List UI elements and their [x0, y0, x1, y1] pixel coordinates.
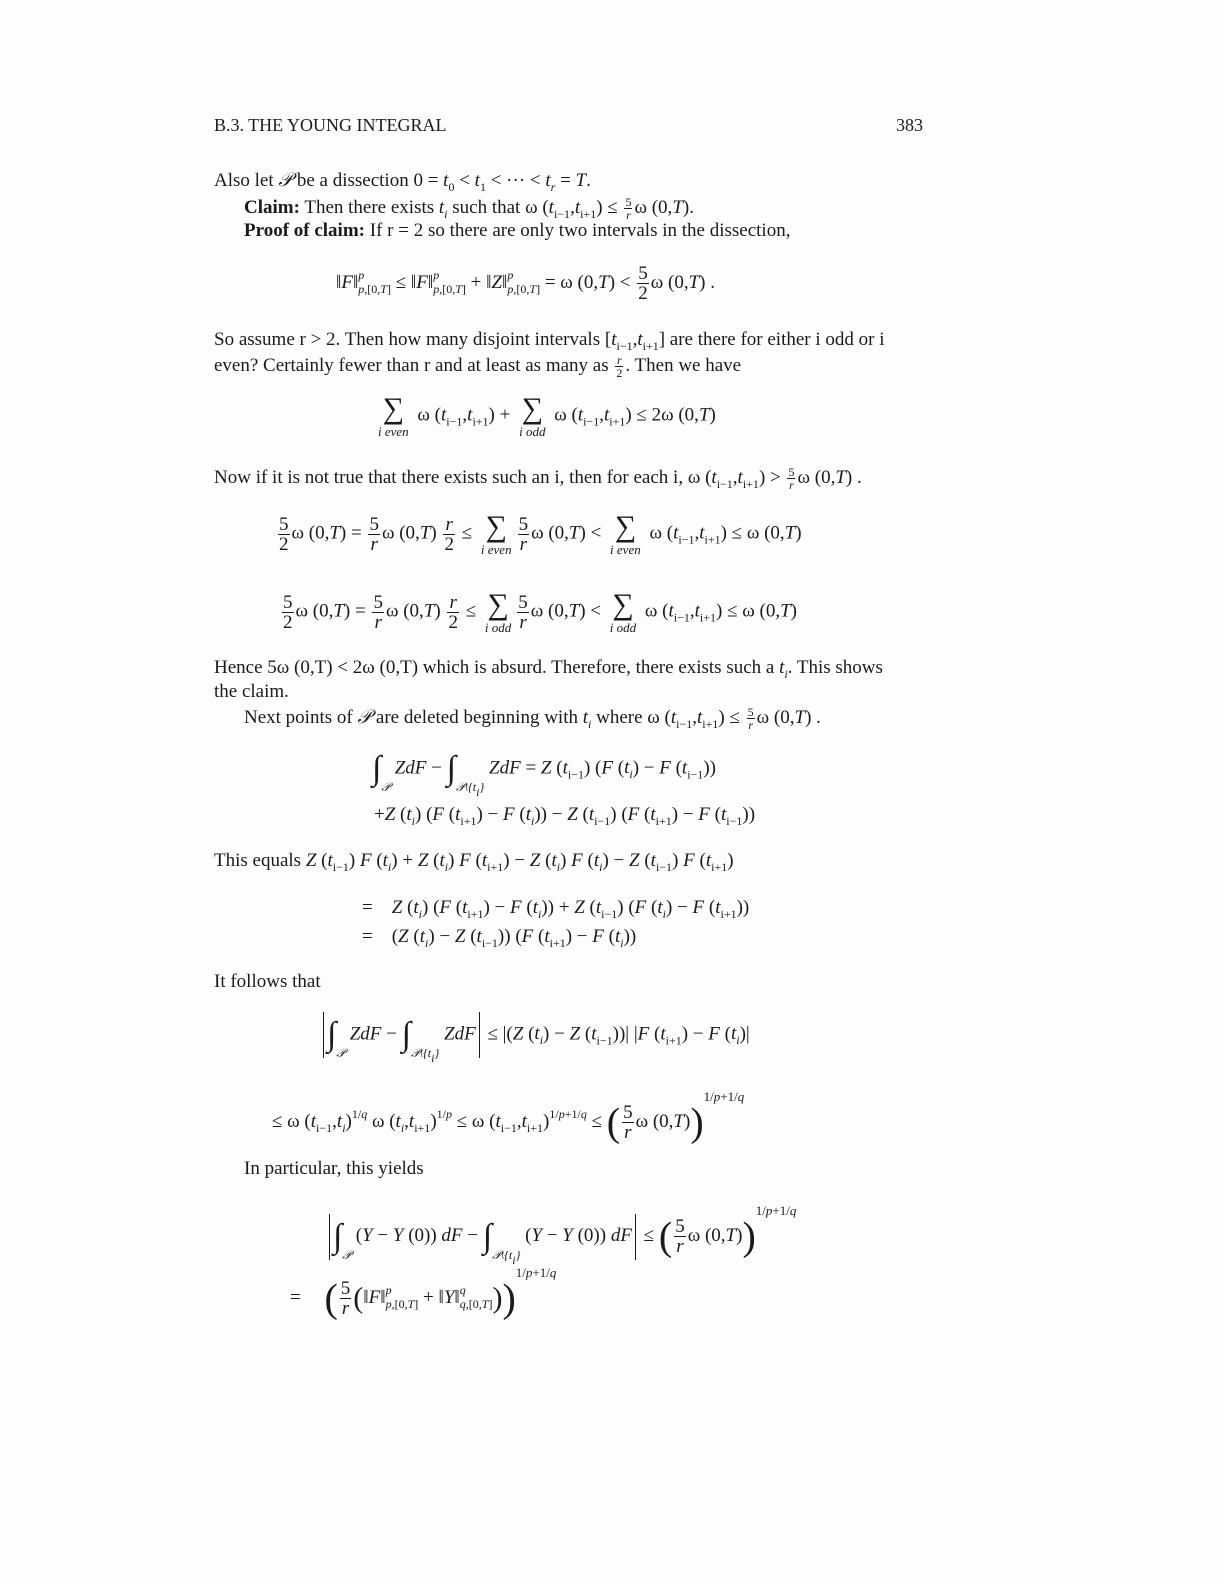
- paragraph-dissection: Also let 𝒫 be a dissection $0 = t_0 < t_1$ < ··· < $t_r = T$.: [214, 170, 591, 194]
- equation-final-1: $\int_𝒫$ (Y − Y (0)) dF − $\int_{𝒫\backslash\{ti\}}$ (Y − Y (0)) dF ≤ ( $\frac{5}{r}$ ω (0,T))$^{1/p+1/q}$: [326, 1204, 796, 1260]
- equation-sums: ∑ i even ω $(t_{i-1},t_{i+1})$ + ∑ i odd ω $(t_{i-1},t_{i+1}) \le 2\omega$ (0,T): [378, 392, 716, 439]
- claim-line: Claim: Then there exists $t_i$ such that ω $(t_{i-1},t_{i+1})$ ≤ $\frac{5}{r}$ ω (0,T).: [244, 195, 694, 222]
- paragraph-now: Now if it is not true that there exists such an i, then for each i, ω $(t_{i-1},t_{i+1})$ > $\frac{5}{r}$ ω (0,T) .: [214, 465, 862, 492]
- equation-bound-1: $\int_𝒫$ ZdF − $\int_{𝒫\backslash\{ti\}}$ ZdF ≤ |(Z $(t_i) - Z$ $(t_{i-1}))|$ |F $(t_{i+1}) - F$ $(t_i)|$: [320, 1012, 750, 1058]
- paragraph-assume-1: So assume r > 2. Then how many disjoint intervals $[t_{i-1},t_{i+1}]$ are there for either i odd or i: [214, 329, 885, 353]
- paragraph-hence-2: the claim.: [214, 681, 289, 702]
- paragraph-hence-1: Hence 5ω (0,T) < 2ω (0,T) which is absurd. Therefore, there exists such a $t_i$. This shows: [214, 657, 883, 681]
- equation-even: $\frac{5}{2}$ ω (0,T) = $\frac{5}{r}$ ω (0,T) $\frac{r}{2}$ ≤ ∑ i even $\frac{5}{r}$ ω (0,T) < ∑ i even ω $(t_{i-1},t_{i+1}) \le \omega$ (0,T): [279, 510, 802, 557]
- equation-equals-1: = Z $(t_i)$ (F $(t_{i+1}) - F$ $(t_i)) + Z$ $(t_{i-1})$ (F $(t_i) - F$ $(t_{i+1})$): [362, 897, 750, 921]
- equation-bound-2: ≤ ω $(t_{i-1},t_i)^{1/q}$ ω $(t_i,t_{i+1})^{1/p} \le \omega$ $(t_{i-1},t_{i+1})^{1/p+1/q}$ ≤ ( $\frac{5}{r}$ ω (0,T))$^{1/p+1/q}$: [272, 1089, 745, 1145]
- proof-line: Proof of claim: If r = 2 so there are only two intervals in the dissection,: [244, 220, 791, 241]
- running-header: B.3. THE YOUNG INTEGRAL: [214, 115, 447, 135]
- paragraph-particular: In particular, this yields: [244, 1158, 424, 1179]
- equation-norm: ‖F‖$^p_{p,[0,T]}$ ≤ ‖F‖$^p_{p,[0,T]}$ + ‖Z‖$^p_{p,[0,T]}$ = ω (0,T) < $\frac{5}{2}$ ω (0,T) .: [336, 263, 715, 304]
- paragraph-this-equals: This equals Z $(t_{i-1})$ F $(t_i) + Z$ $(t_i)$ F $(t_{i+1}) - Z$ $(t_i)$ F $(t_i) - Z$ $(t_{i-1})$ F $(t_{i+1})$: [214, 850, 734, 874]
- equation-equals-2: = (Z $(t_i) - Z$ $(t_{i-1})$) (F $(t_{i+1}) - F$ $(t_i)$): [362, 926, 637, 950]
- paragraph-next: Next points of 𝒫 are deleted beginning with $t_i$ where ω $(t_{i-1},t_{i+1})$ ≤ $\frac{5}{r}$ ω (0,T) .: [244, 705, 821, 732]
- page-number: 383: [896, 115, 923, 135]
- equation-odd: $\frac{5}{2}$ ω (0,T) = $\frac{5}{r}$ ω (0,T) $\frac{r}{2}$ ≤ ∑ i odd $\frac{5}{r}$ ω (0,T) < ∑ i odd ω $(t_{i-1},t_{i+1}) \le \omega$ (0,T): [283, 588, 797, 635]
- equation-final-2: = ( $\frac{5}{r}$ (‖F‖$^p_{p,[0,T]}$ + ‖Y‖$^q_{q,[0,T]}$))$^{1/p+1/q}$: [290, 1265, 557, 1321]
- paragraph-follows: It follows that: [214, 971, 321, 992]
- equation-integral-1: $\int_𝒫$ ZdF − $\int_{𝒫\backslash\{ti\}}$ ZdF = Z $(t_{i-1})$ (F $(t_i) - F$ $(t_{i-1})$): [372, 750, 716, 799]
- paragraph-assume-2: even? Certainly fewer than r and at least as many as $\frac{r}{2}$ . Then we have: [214, 353, 742, 380]
- equation-integral-2: +Z $(t_i)$ (F $(t_{i+1}) - F$ $(t_i)) - Z$ $(t_{i-1})$ (F $(t_{i+1}) - F$ $(t_{i-1})$): [374, 804, 756, 828]
